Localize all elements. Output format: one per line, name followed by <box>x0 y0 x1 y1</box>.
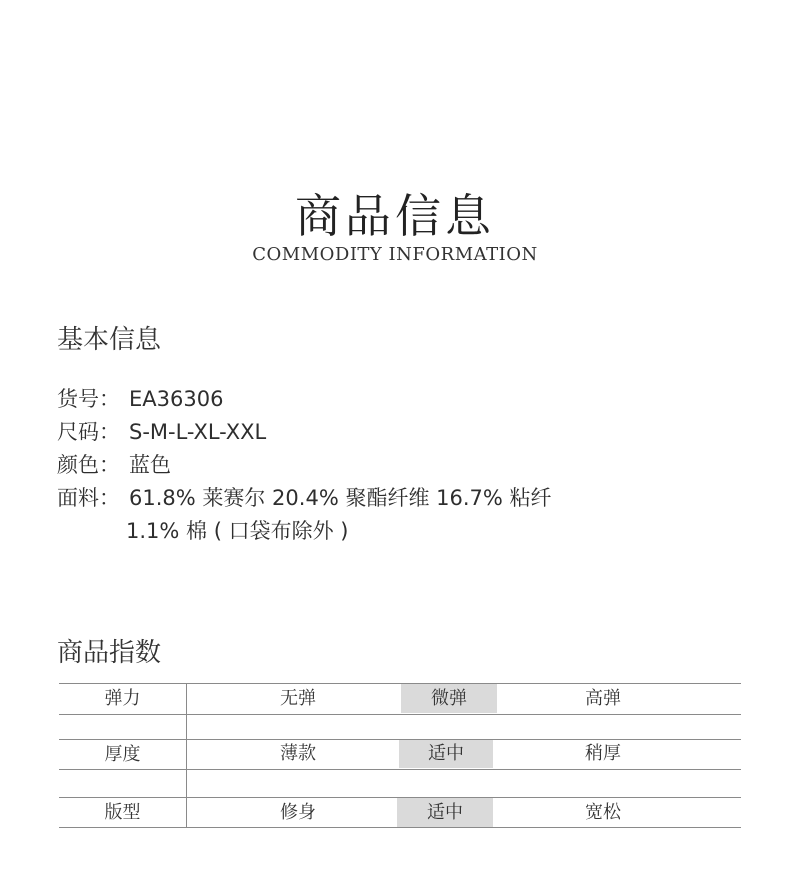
table-line <box>59 714 741 715</box>
info-value: 61.8% 莱赛尔 20.4% 聚酯纤维 16.7% 粘纤 <box>129 486 552 510</box>
index-option: 薄款 <box>280 743 316 764</box>
page-title: 商品信息 <box>295 189 495 243</box>
info-row-fabric <box>57 482 552 512</box>
index-option: 无弹 <box>280 688 316 709</box>
info-row-color <box>57 449 171 479</box>
info-value: 蓝色 <box>129 453 171 477</box>
product-index-title: 商品指数 <box>57 638 162 668</box>
table-divider <box>186 683 187 828</box>
index-label-elasticity: 弹力 <box>104 688 141 709</box>
index-label-fit: 版型 <box>104 802 141 823</box>
index-option-selected: 适中 <box>397 798 493 827</box>
info-row-size <box>57 416 266 446</box>
index-option: 稍厚 <box>585 743 621 764</box>
info-label: 尺码： <box>57 420 120 444</box>
page-subtitle-en: COMMODITY INFORMATION <box>252 244 538 265</box>
index-option-selected: 适中 <box>399 740 493 768</box>
info-label: 货号： <box>57 387 120 411</box>
info-value: EA36306 <box>129 387 224 411</box>
basic-info-title: 基本信息 <box>57 325 162 355</box>
index-label-thickness: 厚度 <box>104 744 141 765</box>
info-label: 颜色： <box>57 453 120 477</box>
index-option: 宽松 <box>585 802 621 823</box>
info-row-fabric-continuation: 1.1% 棉 ( 口袋布除外 ) <box>126 519 349 543</box>
info-label: 面料： <box>57 486 120 510</box>
index-option: 修身 <box>280 802 316 823</box>
index-option: 高弹 <box>585 688 621 709</box>
index-option-selected: 微弹 <box>401 684 497 713</box>
table-line <box>59 827 741 828</box>
info-value: S-M-L-XL-XXL <box>129 420 267 444</box>
info-row-item-number <box>57 383 223 413</box>
